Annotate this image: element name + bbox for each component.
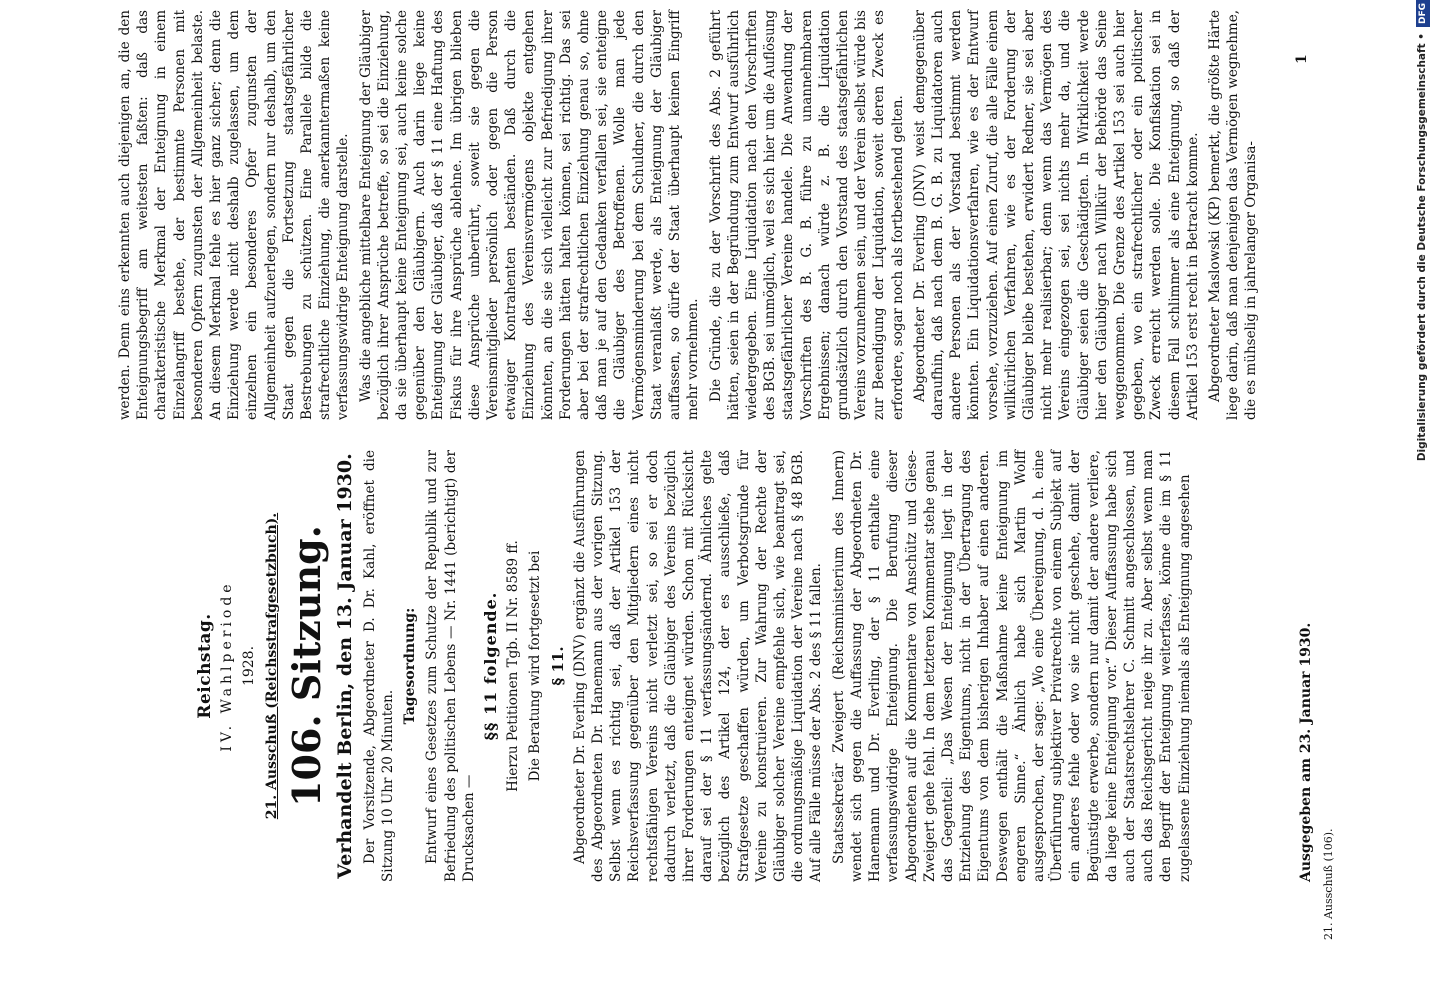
heading-sitzung: 106. Sitzung. <box>283 525 329 807</box>
entwurf-text: Entwurf eines Gesetzes zum Schutze der Republik und zur Befriedung des politischen Lebens — Nr. 1441 (berichtigt) der Drucksachen — <box>424 450 477 882</box>
heading-wahlperiode: IV. Wahlperiode <box>219 580 236 752</box>
opening-text: Der Vorsitzende, Abgeordneter D. Dr. Kahl, eröffnet die Sitzung 10 Uhr 20 Minuten. <box>361 450 397 882</box>
published-text: Ausgegeben am 23. Januar 1930. <box>1298 622 1314 882</box>
column-right <box>116 10 1306 420</box>
paragraph: Abgeordneter Dr. Everling (DNV) ergänzt die Ausführungen des Abgeordneten Dr. Hanemann aus der vorigen Sitzung. Selbst wenn es richtig sei, daß der Artikel 153 der Reichsverfassung gegenüber den Mitgliedern eines nicht rechtsfähigen Vereins nicht verletzt sei, so sei er doch dadurch verletzt, daß die Gläubiger des Vereins bezüglich ihrer Forderungen enteignet würden. Schon mit Rücksicht darauf sei der § 11 verfassungsändernd. Ähnliches gelte bezüglich des Artikel 124, der es ausschließe, daß Strafgesetze geschaffen würden, um Verbotsgründe für Vereine zu konstruieren. Zur Wahrung der Rechte der Gläubiger solcher Vereine empfehle sich, wie beantragt sei, die ordnungsmäßige Liquidation der Vereine nach § 48 BGB. Auf alle Fälle müsse der Abs. 2 des § 11 fallen. <box>571 450 825 882</box>
page-number: 1 <box>1294 54 1310 64</box>
heading-paragraphs: §§ 11 folgende. <box>481 591 501 741</box>
footer-label: 21. Ausschuß (106). <box>1322 828 1335 940</box>
paragraph: Abgeordneter Dr. Everling (DNV) weist demgegenüber daraufhin, daß nach dem B. G. B. zu Liquidatoren auch andere Personen als der Vorstand bestimmt werden könnten. Ein Liquidationsverfahren, wie es der Entwurf vorsehe, vorzuziehen. Auf einen Zuruf, die alle Fälle einem willkürlichen Verfahren, wie es der Forderung der Gläubiger bleibe bestehen, erwidert Redner, sie sei aber nicht mehr realisierbar; denn wenn das Vermögen des Vereins eingezogen sei, sei nichts mehr da, und die Gläubiger seien die Geschädigten. In Wirklichkeit werde hier den Gläubiger nach Willkür der Behörde das Seine weggenommen. Die Grenze des Artikel 153 sei auch hier gegeben, wo ein strafrechtlicher oder ein politischer Zweck erreicht werden solle. Die Konfiskation sei in diesem Fall schlimmer als eine Enteignung, so daß der Artikel 153 erst recht in Betracht komme. <box>911 10 1201 420</box>
paragraph: Die Gründe, die zu der Vorschrift des Abs. 2 geführt hätten, seien in der Begründung zum Entwurf ausführlich wiedergegeben. Eine Liquidation nach den Vorschriften des BGB. sei unmöglich, weil es sich hier um die Auflösung staatsgefährlicher Vereine handele. Die Anwendung der Vorschriften des B. G. B. führe zu unannehmbaren Ergebnissen; danach würde z. B. die Liquidation grundsätzlich durch den Vorstand des staatsgefährlichen Vereins vorzunehmen sein, und der Verein selbst würde bis zur Beendigung der Liquidation, soweit deren Zweck es erfordere, sogar noch als fortbestehend gelten. <box>707 10 906 420</box>
publication-date <box>1298 2 1314 882</box>
dfg-credit <box>1411 0 1433 1000</box>
beratung-text: Die Beratung wird fortgesetzt bei <box>527 550 544 782</box>
paragraph: Was die angebliche mittelbare Enteignung der Gläubiger bezüglich ihrer Ansprüche betreffe, so sei die Einziehung, da sie überhaupt keine Enteignung sei, auch keine solche gegenüber den Gläubigern. Auch darin liege keine Enteignung der Gläubiger, daß der § 11 eine Haftung des Fiskus für ihre Ansprüche ablehne. Im übrigen blieben diese Ansprüche unberührt, soweit sie gegen die Vereinsmitglieder persönlich oder gegen die Person etwaiger Kontrahenten beständen. Daß durch die Einziehung des Vereinsvermögens objekte entgehen könnten, an die sie sich vielleicht zur Befriedigung ihrer Forderungen hätten halten können, sei richtig. Das sei aber bei der strafrechtlichen Einziehung genau so, ohne daß man je auf den Gedanken verfallen sei, sie enteigne die Gläubiger des Betroffenen. Wolle man jede Vermögensminderung bei dem Schuldner, die durch den Staat veranlaßt werde, als Enteignung der Gläubiger auffassen, so dürfe der Staat überhaupt keinen Eingriff mehr vornehmen. <box>357 10 702 420</box>
heading-year: 1928. <box>241 645 258 687</box>
heading-para-11: § 11. <box>548 646 567 686</box>
hierzu-text: Hierzu Petitionen Tgb. II Nr. 8589 ff. <box>505 540 522 792</box>
heading-verhandelt: Verhandelt Berlin, den 13. Januar 1930. <box>333 453 356 879</box>
paragraph: Abgeordneter Maslowski (KP) bemerkt, die größte Härte liege darin, daß man denjenigen das Vermögen wegnehme, die es mühselig in jahrelanger Organisa- <box>1206 10 1260 420</box>
dfg-credit-text: Digitalisierung gefördert durch die Deutsche Forschungsgemeinschaft • <box>1416 33 1428 462</box>
heading-reichstag: Reichstag. <box>195 613 215 719</box>
column-left <box>196 450 1196 882</box>
dfg-logo-icon: DFG <box>1416 0 1430 27</box>
heading-tagesordnung: Tagesordnung: <box>402 607 419 725</box>
heading-ausschuss: 21. Ausschuß (Reichsstrafgesetzbuch). <box>263 512 280 820</box>
paragraph: Staatssekretär Zweigert (Reichsministerium des Innern) wendet sich gegen die Auffassung der Abgeordneten Dr. Hanemann und Dr. Everling, der § 11 enthalte eine verfassungswidrige Enteignung. Die Berufung dieser Abgeordneten auf die Kommentare von Anschütz und Giese-Zweigert gehe fehl. In dem letzteren Kommentar stehe genau das Gegenteil: „Das Wesen der Enteignung liegt in der Entziehung des Eigentums, nicht in der Übertragung des Eigentums von dem bisherigen Inhaber auf einen anderen. Deswegen enthält die Maßnahme keine Enteignung im engeren Sinne.“ Ähnlich habe sich Martin Wolff ausgesprochen, der sage: „Wo eine Übereignung, d. h. eine Überführung subjektiver Privatrechte von einem Subjekt auf ein anderes fehle oder wo sie nicht geschehe, damit der Begünstigte erwerbe, sondern nur damit der andere verliere, da liege keine Enteignung vor.“ Dieser Auffassung habe sich auch der Staatsrechtslehrer C. Schmitt angeschlossen, und auch das Reichsgericht neige ihr zu. Aber selbst wenn man den Begriff der Enteignung weiterfasse, könne die im § 11 zugelassene Einziehung niemals als Enteignung angesehen <box>830 450 1193 882</box>
paragraph: werden. Denn eins erkennten auch diejenigen an, die den Enteignungsbegriff am weitesten faßten: daß das charakteristische Merkmal der Enteignung in einem Einzelangriff bestehe, der bestimmte Personen mit besonderen Opfern zugunsten der Allgemeinheit belaste. An diesem Merkmal fehle es hier ganz sicher; denn die Einziehung werde nicht deshalb zugelassen, um dem einzelnen ein besonderes Opfer zugunsten der Allgemeinheit aufzuerlegen, sondern nur deshalb, um den Staat gegen die Fortsetzung staatsgefährlicher Bestrebungen zu schützen. Eine Parallele bilde die strafrechtliche Einziehung, die anerkanntermaßen keine verfassungswidrige Enteignung darstelle. <box>117 10 352 420</box>
dfg-sidebar <box>1411 0 1433 1000</box>
